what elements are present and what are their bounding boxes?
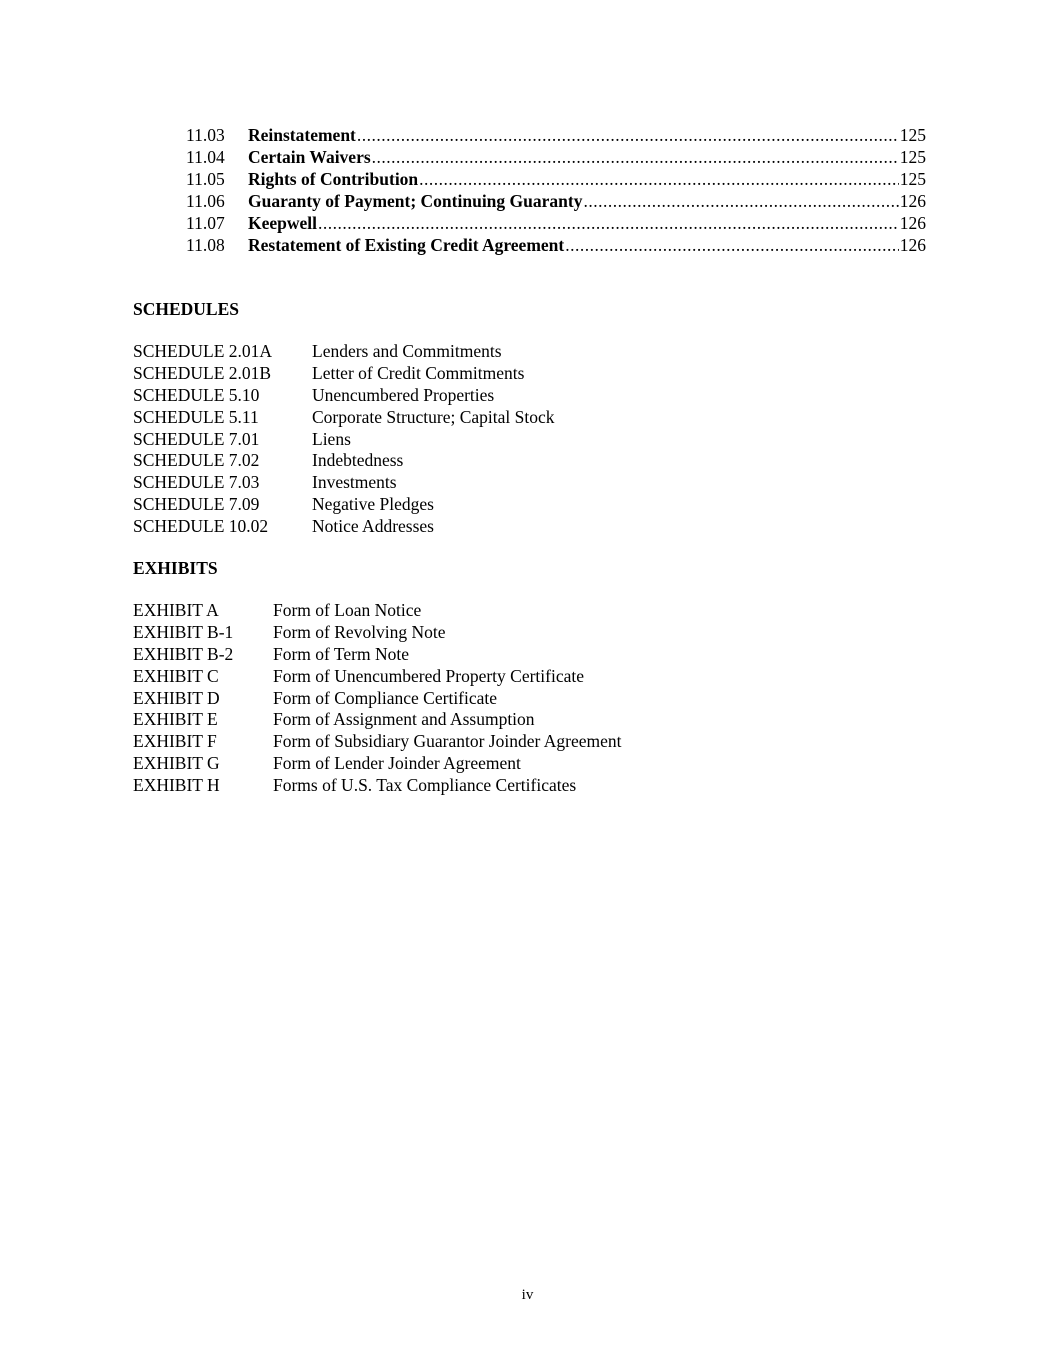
- schedule-item: [133, 428, 555, 450]
- schedule-item: [133, 340, 555, 362]
- toc-entry[interactable]: [186, 168, 926, 190]
- toc-entry[interactable]: [186, 124, 926, 146]
- schedule-description: Lenders and Commitments: [312, 341, 502, 361]
- exhibit-item: [133, 752, 621, 774]
- schedule-item: [133, 384, 555, 406]
- schedules-heading: SCHEDULES: [133, 299, 240, 319]
- exhibit-item: [133, 774, 621, 796]
- exhibit-description: Form of Revolving Note: [273, 621, 446, 642]
- page-number: iv: [521, 1287, 534, 1303]
- toc-entry[interactable]: [186, 212, 926, 234]
- toc-section-title: Keepwell: [248, 213, 318, 233]
- dot-leader: [318, 212, 899, 234]
- toc-section-number: 11.05: [186, 169, 225, 189]
- toc-page-number: 126: [899, 235, 926, 255]
- schedule-code: SCHEDULE 7.09: [133, 494, 260, 515]
- schedule-code: SCHEDULE 5.11: [133, 406, 259, 427]
- exhibit-description: Form of Loan Notice: [273, 600, 422, 620]
- toc-page-number: 125: [899, 125, 926, 145]
- toc-section-number: 11.08: [186, 235, 225, 255]
- exhibit-item: [133, 643, 621, 665]
- toc-section-number: 11.03: [186, 125, 225, 145]
- schedule-code: SCHEDULE 7.02: [133, 450, 260, 471]
- dot-leader: [372, 146, 899, 168]
- schedule-item: [133, 515, 555, 537]
- exhibit-item: [133, 599, 621, 621]
- exhibit-item: [133, 621, 621, 643]
- toc-section-title: Rights of Contribution: [248, 169, 419, 189]
- toc-page-number: 126: [899, 191, 926, 211]
- exhibit-code: EXHIBIT G: [133, 753, 220, 774]
- exhibit-code: EXHIBIT F: [133, 731, 217, 752]
- schedule-description: Investments: [312, 472, 397, 493]
- toc-page-number: 125: [899, 147, 926, 167]
- schedule-code: SCHEDULE 10.02: [133, 516, 269, 537]
- schedule-description: Liens: [312, 428, 351, 449]
- dot-leader: [419, 168, 899, 190]
- schedule-description: Corporate Structure; Capital Stock: [312, 406, 555, 427]
- toc-section-number: 11.06: [186, 191, 225, 211]
- exhibit-item: [133, 730, 621, 752]
- exhibit-code: EXHIBIT B-2: [133, 643, 234, 664]
- toc-entry[interactable]: [186, 146, 926, 168]
- exhibit-code: EXHIBIT D: [133, 687, 220, 708]
- exhibit-code: EXHIBIT A: [133, 600, 219, 620]
- schedule-item: [133, 362, 555, 384]
- exhibit-code: EXHIBIT E: [133, 709, 218, 730]
- schedule-item: [133, 493, 555, 515]
- schedule-item: [133, 449, 555, 471]
- schedules-list: [133, 340, 555, 537]
- exhibit-description: Form of Lender Joinder Agreement: [273, 753, 521, 774]
- toc-section-title: Certain Waivers: [248, 147, 371, 167]
- exhibit-description: Form of Unencumbered Property Certificate: [273, 665, 585, 686]
- exhibit-description: Forms of U.S. Tax Compliance Certificates: [273, 775, 577, 796]
- schedule-code: SCHEDULE 2.01A: [133, 341, 273, 361]
- exhibit-code: EXHIBIT B-1: [133, 621, 234, 642]
- toc-section-title: Restatement of Existing Credit Agreement: [248, 235, 565, 255]
- schedule-item: [133, 471, 555, 493]
- exhibit-code: EXHIBIT H: [133, 775, 220, 796]
- exhibits-heading: EXHIBITS: [133, 558, 218, 578]
- schedule-code: SCHEDULE 5.10: [133, 384, 260, 405]
- exhibit-description: Form of Compliance Certificate: [273, 687, 498, 708]
- exhibit-description: Form of Assignment and Assumption: [273, 709, 535, 730]
- schedule-description: Negative Pledges: [312, 494, 434, 515]
- toc-entry[interactable]: [186, 190, 926, 212]
- exhibit-item: [133, 687, 621, 709]
- exhibit-item: [133, 708, 621, 730]
- toc-section-number: 11.07: [186, 213, 225, 233]
- schedule-item: [133, 406, 555, 428]
- schedule-description: Letter of Credit Commitments: [312, 362, 525, 383]
- exhibit-description: Form of Subsidiary Guarantor Joinder Agreement: [273, 731, 622, 752]
- schedule-code: SCHEDULE 7.01: [133, 428, 260, 449]
- toc-section-title: Reinstatement: [248, 125, 356, 145]
- exhibit-item: [133, 665, 621, 687]
- toc-entry[interactable]: [186, 234, 926, 256]
- schedule-code: SCHEDULE 2.01B: [133, 362, 272, 383]
- schedule-description: Notice Addresses: [312, 516, 434, 537]
- exhibits-list: [133, 599, 621, 796]
- dot-leader: [565, 234, 899, 256]
- toc-list: [186, 124, 926, 256]
- dot-leader: [583, 190, 898, 212]
- schedule-description: Indebtedness: [312, 450, 404, 471]
- exhibit-description: Form of Term Note: [273, 643, 410, 664]
- toc-section-number: 11.04: [186, 147, 225, 167]
- toc-page-number: 126: [899, 213, 926, 233]
- exhibit-code: EXHIBIT C: [133, 665, 219, 686]
- schedule-description: Unencumbered Properties: [312, 384, 495, 405]
- dot-leader: [357, 124, 899, 146]
- toc-page-number: 125: [899, 169, 926, 189]
- schedule-code: SCHEDULE 7.03: [133, 472, 260, 493]
- toc-section-title: Guaranty of Payment; Continuing Guaranty: [248, 191, 583, 211]
